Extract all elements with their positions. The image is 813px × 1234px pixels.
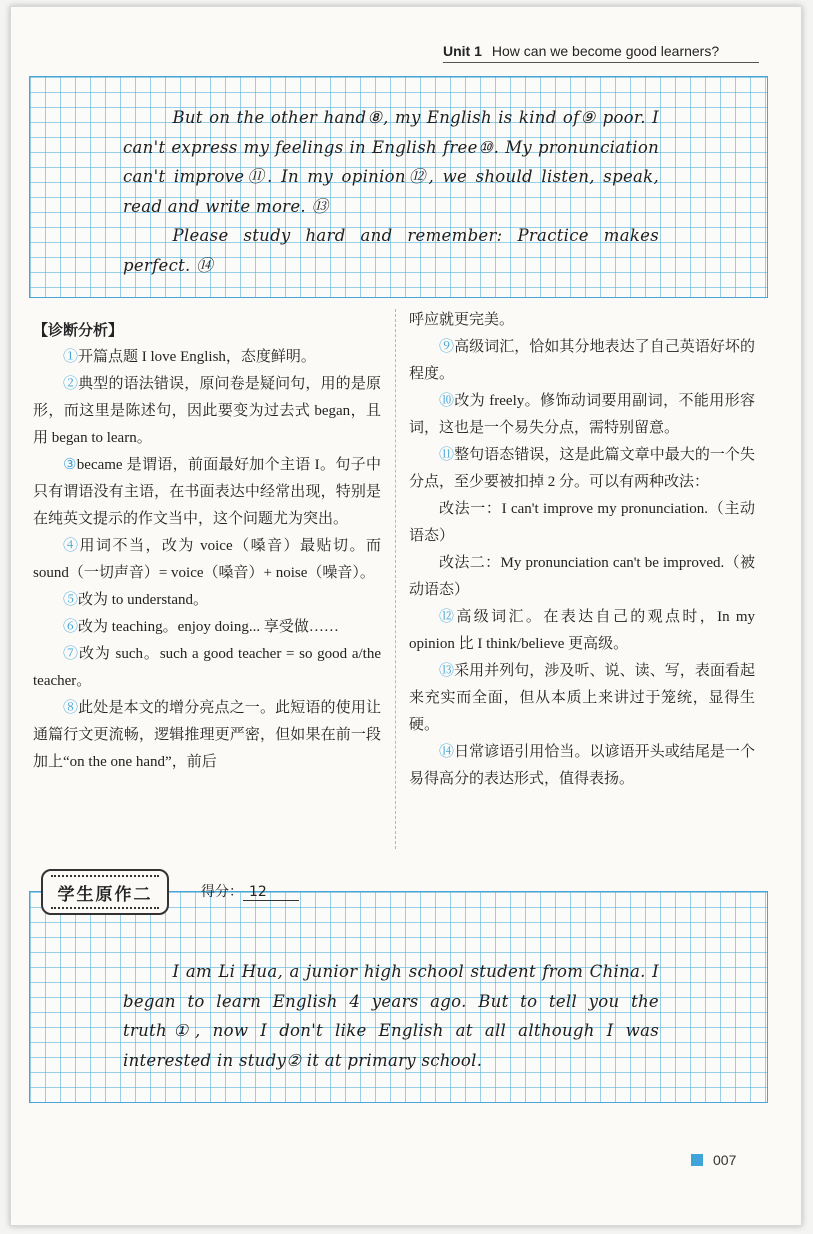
unit-title: How can we become good learners?	[491, 43, 720, 59]
score-line	[201, 881, 299, 901]
analysis-item: ⑬采用并列句，涉及听、说、读、写，表面看起来充实而全面，但从本质上来讲过于笼统，显得生硬。	[409, 663, 755, 733]
analysis-item: ⑥改为 teaching。enjoy doing... 享受做……	[63, 619, 339, 635]
page-marker-icon	[691, 1154, 703, 1166]
page-number	[691, 1152, 736, 1168]
essay-1-paragraph: But on the other hand⑧, my English is kind of⑨ poor. I can't express my feelings in English free⑩. My pronunciation can't improve⑪. In my opinion⑫, we should listen, speak, read and write more. ⑬	[123, 108, 659, 216]
analysis-item: ⑫高级词汇。在表达自己的观点时，In my opinion 比 I think/believe 更高级。	[409, 609, 755, 652]
unit-label: Unit 1	[443, 43, 482, 59]
student-essay-badge: 学生原作二	[41, 869, 169, 915]
textbook-page	[10, 6, 802, 1226]
essay-1-text	[123, 103, 659, 280]
correction-active: 改法一：I can't improve my pronunciation.（主动语态）	[409, 501, 755, 544]
analysis-item: ④用词不当，改为 voice（嗓音）最贴切。而 sound（一切声音）= voice（嗓音）+ noise（噪音）。	[33, 538, 381, 581]
analysis-item: ⑨高级词汇，恰如其分地表达了自己英语好坏的程度。	[409, 339, 755, 382]
running-head	[443, 43, 759, 63]
analysis-right-column	[409, 307, 755, 793]
analysis-item: ⑦改为 such。such a good teacher = so good a/the teacher。	[33, 646, 381, 689]
essay-1-paragraph: Please study hard and remember: Practice makes perfect. ⑭	[123, 226, 659, 275]
analysis-continuation: 呼应就更完美。	[409, 312, 515, 328]
analysis-item: ⑧此处是本文的增分亮点之一。此短语的使用让通篇行文更流畅，逻辑推理更严密，但如果在前一段加上“on the one hand”，前后	[33, 700, 381, 770]
analysis-heading: 【诊断分析】	[33, 321, 124, 339]
analysis-item: ①开篇点题 I love English，态度鲜明。	[63, 349, 316, 365]
score-value: 12	[243, 884, 299, 901]
score-label: 得分：	[201, 884, 243, 900]
essay-2-text	[123, 957, 659, 1075]
analysis-left-column	[33, 317, 381, 776]
analysis-item: ⑭日常谚语引用恰当。以谚语开头或结尾是一个易得高分的表达形式，值得表扬。	[409, 744, 755, 787]
essay-2-paragraph: I am Li Hua, a junior high school student from China. I began to learn English 4 years ago. But to tell you the truth①, now I don't like English at all although I was interested in study② it at primary school.	[123, 962, 659, 1070]
analysis-item: ③became 是谓语，前面最好加个主语 I。句子中只有谓语没有主语，在书面表达中经常出现，特别是在纯英文提示的作文当中，这个问题尤为突出。	[33, 457, 381, 527]
analysis-item: ⑤改为 to understand。	[63, 592, 208, 608]
correction-passive: 改法二：My pronunciation can't be improved.（被动语态）	[409, 555, 755, 598]
analysis-item: ⑪整句语态错误，这是此篇文章中最大的一个失分点，至少要被扣掉 2 分。可以有两种改法：	[409, 447, 755, 490]
page-number-text: 007	[713, 1152, 737, 1168]
analysis-item: ②典型的语法错误，原问卷是疑问句，用的是原形，而这里是陈述句，因此要变为过去式 began，且用 began to learn。	[33, 376, 381, 446]
column-divider	[395, 309, 396, 849]
analysis-item: ⑩改为 freely。修饰动词要用副词，不能用形容词，这也是一个易失分点，需特别留意。	[409, 393, 755, 436]
